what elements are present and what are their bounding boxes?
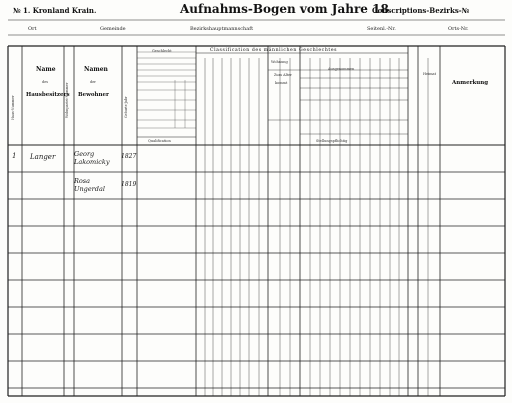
col-qualification: Qualification — [148, 139, 171, 143]
entry-1-bewohner: Georg Lakomicky — [74, 150, 110, 166]
col-stellungspflichtig: Stellungspflichtig — [316, 139, 348, 143]
bezirk-label: Bezirkshauptmannschaft — [190, 26, 254, 32]
orts-label: Orts-Nr. — [448, 26, 469, 32]
col-wohnpartei: Wohnpartei-Nummer — [65, 82, 69, 118]
col-hausbesitzer: Hausbesitzers — [26, 92, 70, 98]
col-geburtsjahr: Geburts-Jahr — [124, 96, 128, 118]
col-geschlecht: Geschlecht — [152, 49, 172, 53]
col-bewohner: Bewohner — [78, 92, 109, 98]
col-ausgenommen: Ausgenommen — [328, 67, 355, 71]
entry-1-haus-nr: 1 — [12, 152, 17, 160]
entry-1-geburtsjahr: 1827 — [121, 153, 137, 160]
col-zum-alter: Zum Alter — [274, 73, 292, 77]
col-namen-der: der — [90, 80, 96, 84]
col-anmerkung: Anmerkung — [452, 80, 489, 86]
district-number: Conscriptions-Bezirks-№ — [372, 6, 470, 15]
col-wohnung: Wohnung — [271, 60, 288, 64]
seite-label: Seitenl.-Nr. — [367, 26, 396, 32]
entry-2-geburtsjahr: 1819 — [121, 181, 137, 188]
col-kommt: kommt — [275, 81, 288, 85]
entry-2-bewohner: Rosa Ungerdal — [74, 177, 105, 193]
col-haus-nr: Haus-Nummer — [11, 95, 15, 120]
ort-label: Ort — [28, 26, 37, 32]
col-heimat: Heimat — [423, 72, 437, 76]
form-number: № 1. Kronland Krain. — [13, 6, 97, 15]
page-title: Aufnahms-Bogen vom Jahre 18 — [180, 2, 389, 16]
col-namen-label: Namen — [84, 66, 108, 73]
entry-1-hausbesitzer: Langer — [30, 153, 56, 161]
col-classification: Classification des männlichen Geschlechtes — [210, 48, 338, 53]
col-name-label: Name — [36, 66, 56, 73]
col-name-des: des — [42, 80, 49, 84]
gemeinde-label: Gemeinde — [100, 26, 126, 32]
